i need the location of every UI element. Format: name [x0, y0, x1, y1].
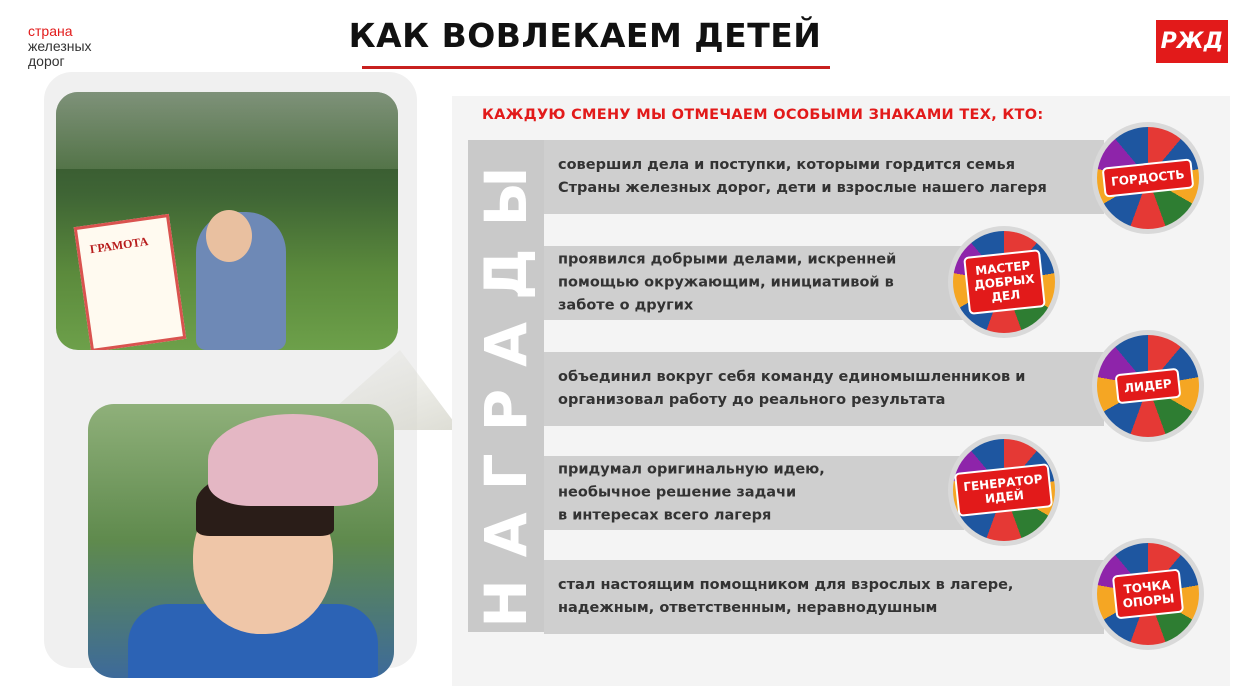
vertical-label: НАГРАДЫ	[472, 144, 541, 628]
badge-tochka-opory	[1092, 538, 1204, 650]
certificate-label: ГРАМОТА	[88, 234, 150, 257]
badge-ring	[1097, 543, 1199, 645]
photo-girl-with-badge	[88, 404, 394, 678]
badge-label: ГЕНЕРАТОР ИДЕЙ	[956, 465, 1051, 514]
award-row-3	[544, 352, 1104, 426]
award-row-4	[544, 456, 964, 530]
badge-lider	[1092, 330, 1204, 442]
badge-label: МАСТЕР ДОБРЫХ ДЕЛ	[965, 251, 1043, 312]
awards-heading: КАЖДУЮ СМЕНУ МЫ ОТМЕЧАЕМ ОСОБЫМИ ЗНАКАМИ ТЕХ, КТО:	[482, 107, 1044, 123]
award-text-4: придумал оригинальную идею, необычное решение задачи в интересах всего лагеря	[558, 461, 825, 524]
girl-cap	[208, 414, 378, 506]
badge-gordost	[1092, 122, 1204, 234]
brand-line-3: дорог	[28, 53, 65, 69]
badge-label: ТОЧКА ОПОРЫ	[1114, 571, 1182, 617]
badge-ring	[953, 439, 1055, 541]
award-row-2	[544, 246, 964, 320]
award-text-1: совершил дела и поступки, которыми гордится семья Страны железных дорог, дети и взрослые нашего лагеря	[558, 157, 1047, 196]
badge-master-dobryh-del	[948, 226, 1060, 338]
award-text-5: стал настоящим помощником для взрослых в лагере, надежным, ответственным, неравнодушным	[558, 577, 1014, 616]
vertical-label-wrap	[468, 140, 544, 632]
title-underline	[362, 66, 830, 69]
brand-wordmark	[28, 24, 92, 69]
slide-title: КАК ВОВЛЕКАЕМ ДЕТЕЙ	[348, 16, 822, 55]
award-text-2: проявился добрыми делами, искренней помощью окружающим, инициативой в заботе о других	[558, 251, 897, 314]
photo-boy-with-certificate	[56, 92, 398, 350]
badge-label: ЛИДЕР	[1117, 370, 1179, 402]
boy-head	[206, 210, 252, 262]
brand-line-1: страна	[28, 23, 73, 39]
award-row-1	[544, 140, 1104, 214]
badge-label: ГОРДОСТЬ	[1104, 161, 1192, 196]
badge-ring	[953, 231, 1055, 333]
badge-generator-idei	[948, 434, 1060, 546]
badge-ring	[1097, 127, 1199, 229]
brand-line-2: железных	[28, 38, 92, 54]
award-row-5	[544, 560, 1104, 634]
award-text-3: объединил вокруг себя команду единомышленников и организовал работу до реального результата	[558, 369, 1026, 408]
rzd-logo-icon: РЖД	[1156, 20, 1228, 63]
certificate	[74, 214, 187, 350]
badge-ring	[1097, 335, 1199, 437]
